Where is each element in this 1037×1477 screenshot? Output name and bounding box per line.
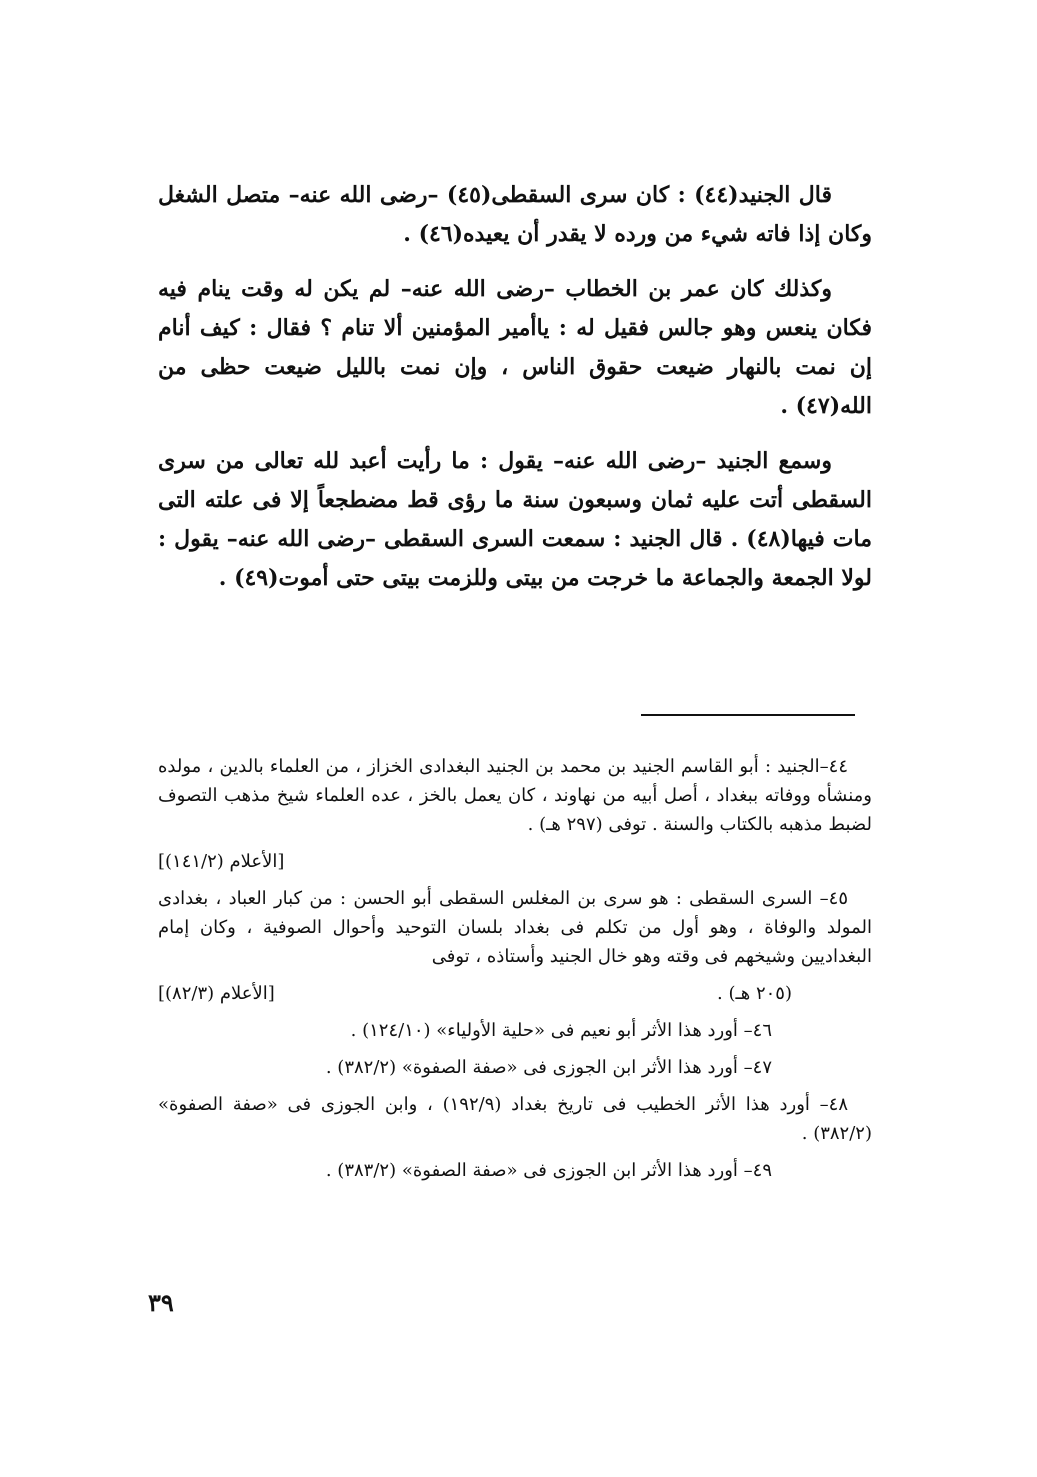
footnote-44: ٤٤–الجنيد : أبو القاسم الجنيد بن محمد بن الجنيد البغدادى الخزاز ، من العلماء بالدين ، مولده ومنشأه ووفاته ببغداد ، أصل أبيه من نهاوند ، كان يعمل بالخز ، عده العلماء شيخ مذهب التصوف لضبط مذهبه بالكتاب والسنة . توفى (٢٩٧ هـ) . [158,756,872,835]
footnote-47: ٤٧– أورد هذا الأثر ابن الجوزى فى «صفة الصفوة» (٣٨٢/٢) . [325,1057,772,1078]
footnote-46: ٤٦– أورد هذا الأثر أبو نعيم فى «حلية الأولياء» (١٢٤/١٠) . [350,1020,772,1041]
page-number: ٣٩ [148,1288,174,1317]
footnote-45: ٤٥– السرى السقطى : هو سرى بن المغلس السقطى أبو الحسن : من كبار العباد ، بغدادى المولد والوفاة ، وهو أول من تكلم فى بغداد بلسان التوحيد وأحوال الصوفية ، وكان إمام البغداديين وشيخهم فى وقته وهو خال الجنيد وأستاذه ، توفى [158,888,872,967]
footnote-45-date: (٢٠٥ هـ) . [717,983,792,1004]
footnote-45-reference: [الأعلام (٨٢/٣)] [158,983,275,1004]
paragraph-2: وكذلك كان عمر بن الخطاب –رضى الله عنه– لم يكن له وقت ينام فيه فكان ينعس وهو جالس فقيل له : ياأمير المؤمنين ألا تنام ؟ فقال : كيف أنام إن نمت بالنهار ضيعت حقوق الناس ، وإن نمت بالليل ضيعت حظى من الله(٤٧) . [158,276,872,419]
main-text [158,176,872,614]
footnotes [158,752,872,1193]
paragraph-3: وسمع الجنيد –رضى الله عنه– يقول : ما رأيت أعبد لله تعالى من سرى السقطى أتت عليه ثمان وسبعون سنة ما رؤى قط مضطجعاً إلا فى علته التى مات فيها(٤٨) . قال الجنيد : سمعت السرى السقطى –رضى الله عنه– يقول : لولا الجمعة والجماعة ما خرجت من بيتى وللزمت بيتى حتى أموت(٤٩) . [158,448,872,591]
footnote-separator [641,714,855,716]
footnote-44-reference: [الأعلام (١٤١/٢)] [158,851,285,872]
footnote-48: ٤٨– أورد هذا الأثر الخطيب فى تاريخ بغداد (١٩٢/٩) ، وابن الجوزى فى «صفة الصفوة» (٣٨٢/٢) . [158,1094,872,1144]
paragraph-1: قال الجنيد(٤٤) : كان سرى السقطى(٤٥) –رضى الله عنه– متصل الشغل وكان إذا فاته شيء من ورده لا يقدر أن يعيده(٤٦) . [158,182,872,247]
footnote-49: ٤٩– أورد هذا الأثر ابن الجوزى فى «صفة الصفوة» (٣٨٣/٢) . [325,1160,772,1181]
footnote-45-closing-line [158,979,872,1008]
